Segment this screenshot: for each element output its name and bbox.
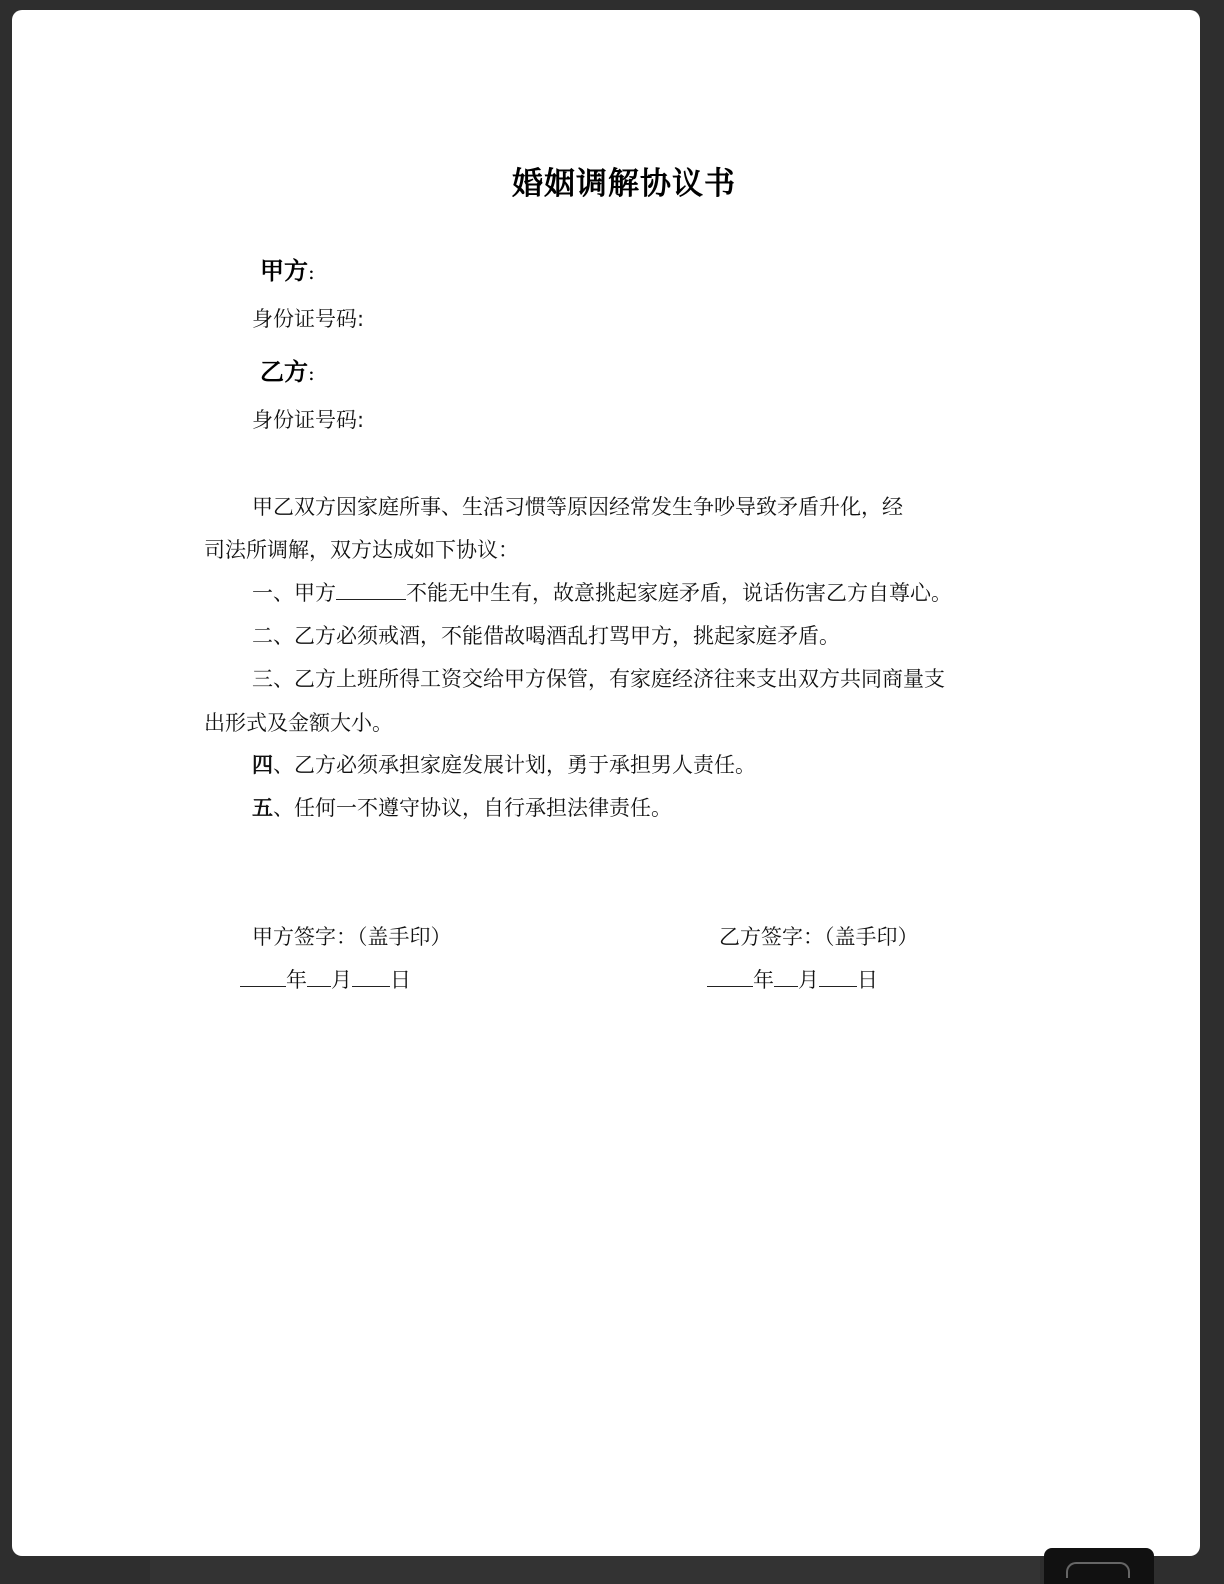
clause-2: 二、乙方必须戒酒，不能借故喝酒乱打骂甲方，挑起家庭矛盾。: [252, 624, 840, 648]
intro-line-2: 司法所调解，双方达成如下协议：: [204, 538, 519, 562]
clause-4: [252, 749, 756, 779]
party-a-heading: [260, 251, 315, 286]
month-label: 月: [331, 968, 352, 992]
clause-3-line-1: 三、乙方上班所得工资交给甲方保管，有家庭经济往来支出双方共同商量支: [252, 667, 945, 691]
party-b-colon: :: [308, 361, 315, 385]
party-a-colon: :: [308, 260, 315, 284]
party-a-signature-label: 甲方签字：（盖手印）: [252, 925, 452, 949]
document-title: 婚姻调解协议书: [512, 166, 736, 202]
home-icon[interactable]: [1044, 1548, 1154, 1584]
document-page: [12, 10, 1200, 1556]
clause-5-number: 五: [252, 795, 273, 820]
month-blank: [774, 968, 798, 987]
month-blank: [307, 968, 331, 987]
clause-1-blank: [336, 581, 406, 600]
year-label: 年: [753, 968, 774, 992]
day-blank: [352, 968, 390, 987]
day-label: 日: [390, 968, 411, 992]
viewer-bottom-bar: [150, 1556, 1040, 1584]
clause-1-prefix: 一、甲方: [252, 581, 336, 605]
clause-3-line-2: 出形式及金额大小。: [204, 711, 393, 735]
party-b-date: [707, 964, 878, 994]
party-b-heading: [260, 352, 315, 387]
party-b-signature-label: 乙方签字：（盖手印）: [719, 925, 919, 949]
intro-line-1: 甲乙双方因家庭所事、生活习惯等原因经常发生争吵导致矛盾升化，经: [252, 495, 903, 519]
clause-5-text: 、任何一不遵守协议，自行承担法律责任。: [273, 796, 672, 820]
clause-4-text: 、乙方必须承担家庭发展计划，勇于承担男人责任。: [273, 753, 756, 777]
clause-5: [252, 792, 672, 822]
clause-4-number: 四: [252, 752, 273, 777]
year-label: 年: [286, 968, 307, 992]
party-a-id-label: 身份证号码:: [252, 307, 365, 331]
year-blank: [240, 968, 286, 987]
party-a-date: [240, 964, 411, 994]
month-label: 月: [798, 968, 819, 992]
clause-1-text: 不能无中生有，故意挑起家庭矛盾，说话伤害乙方自尊心。: [406, 581, 952, 605]
day-label: 日: [857, 968, 878, 992]
year-blank: [707, 968, 753, 987]
clause-1: [252, 577, 952, 607]
party-b-label: 乙方: [260, 357, 308, 386]
party-a-label: 甲方: [260, 256, 308, 285]
day-blank: [819, 968, 857, 987]
party-b-id-label: 身份证号码:: [252, 408, 365, 432]
